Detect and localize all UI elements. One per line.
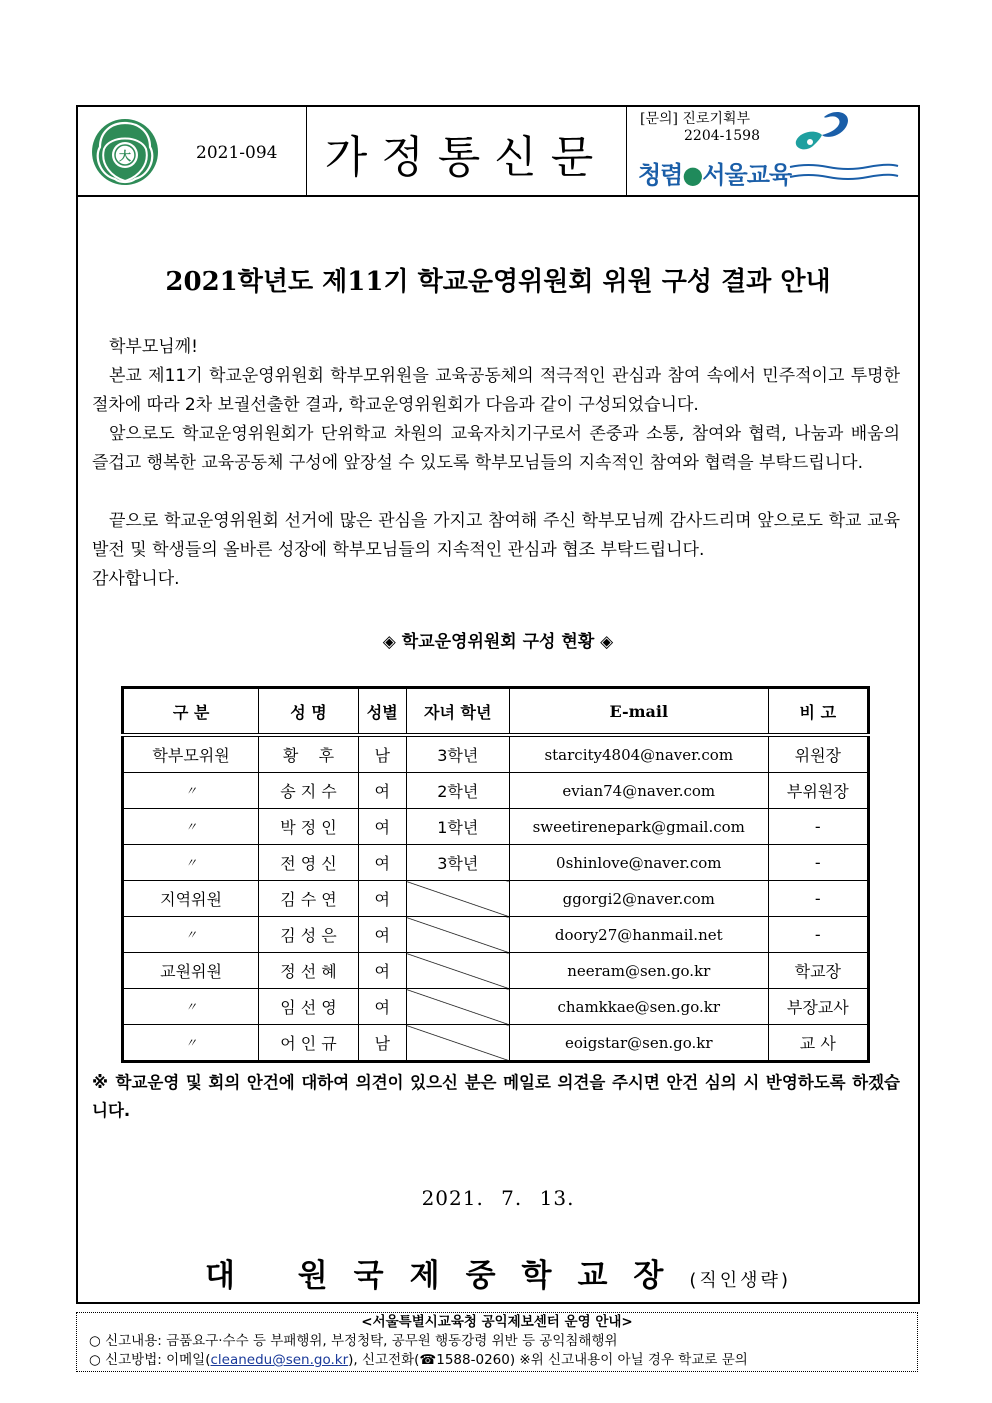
butterfly-logo-icon bbox=[786, 109, 856, 155]
cell-category: 〃 bbox=[123, 773, 259, 809]
cell-remarks: 부위원장 bbox=[768, 773, 868, 809]
cell-gender: 여 bbox=[358, 845, 406, 881]
table-row bbox=[123, 773, 869, 809]
header-remarks: 비 고 bbox=[768, 688, 868, 736]
table-row bbox=[123, 809, 869, 845]
cell-gender: 여 bbox=[358, 809, 406, 845]
table-header-row bbox=[123, 688, 869, 736]
cell-gender: 여 bbox=[358, 881, 406, 917]
cell-email: 0shinlove@naver.com bbox=[509, 845, 768, 881]
cell-email: sweetirenepark@gmail.com bbox=[509, 809, 768, 845]
issue-date: 2021. 7. 13. bbox=[421, 1186, 575, 1210]
cell-remarks: 부장교사 bbox=[768, 989, 868, 1025]
cell-email: chamkkae@sen.go.kr bbox=[509, 989, 768, 1025]
footer-report-method bbox=[77, 1351, 917, 1370]
cell-name: 전 영 신 bbox=[259, 845, 359, 881]
cell-email: doory27@hanmail.net bbox=[509, 917, 768, 953]
cell-category: 〃 bbox=[123, 989, 259, 1025]
cell-remarks: - bbox=[768, 917, 868, 953]
paragraph-3: 끝으로 학교운영위원회 선거에 많은 관심을 가지고 참여해 주신 학부모님께 감사드리며 앞으로도 학교 교육발전 및 학생들의 올바른 성장에 학부모님들의 지속적인 관심과 협조 부탁드립니다. bbox=[92, 511, 900, 560]
cell-category: 지역위원 bbox=[123, 881, 259, 917]
opinion-note: ※ 학교운영 및 회의 안건에 대하여 의견이 있으신 분은 메일로 의견을 주시면 안건 심의 시 반영하도록 하겠습니다. bbox=[92, 1073, 900, 1120]
inquiry-department: [문의] 진로기획부 bbox=[640, 111, 751, 127]
document-type-title: 가정통신문 bbox=[324, 132, 608, 183]
cell-email: starcity4804@naver.com bbox=[509, 735, 768, 773]
report-method-suffix: ), 신고전화(☎1588-0260) ※위 신고내용이 아닐 경우 학교로 문의 bbox=[348, 1352, 748, 1368]
school-principal-name: 대 원국제중학교장 bbox=[205, 1258, 690, 1294]
svg-text:大: 大 bbox=[118, 149, 132, 163]
cell-category: 〃 bbox=[123, 845, 259, 881]
cell-name: 어 인 규 bbox=[259, 1025, 359, 1062]
cell-name: 송 지 수 bbox=[259, 773, 359, 809]
committee-members-table bbox=[121, 686, 870, 1063]
header-number-cell bbox=[78, 107, 307, 195]
cell-remarks: 학교장 bbox=[768, 953, 868, 989]
whistleblower-center-notice bbox=[76, 1312, 918, 1372]
table-row bbox=[123, 917, 869, 953]
cell-email: ggorgi2@naver.com bbox=[509, 881, 768, 917]
paragraph-2: 앞으로도 학교운영위원회가 단위학교 차원의 교육자치기구로서 존중과 소통, 참여와 협력, 나눔과 배움의 즐겁고 행복한 교육공동체 구성에 앞장설 수 있도록 학부모님들의 지속적인 참여와 협력을 부탁드립니다. bbox=[92, 424, 900, 473]
integrity-slogan-logo: 청렴●서울교육 bbox=[638, 161, 792, 189]
header-category: 구 분 bbox=[123, 688, 259, 736]
header-email: E-mail bbox=[509, 688, 768, 736]
cell-email: evian74@naver.com bbox=[509, 773, 768, 809]
cell-name: 황 후 bbox=[259, 735, 359, 773]
seal-omitted: (직인생략) bbox=[689, 1270, 791, 1291]
cell-remarks: - bbox=[768, 845, 868, 881]
greeting: 학부모님께! bbox=[109, 337, 198, 357]
footer-title: <서울특별시교육청 공익제보센터 운영 안내> bbox=[361, 1314, 633, 1330]
cell-email: neeram@sen.go.kr bbox=[509, 953, 768, 989]
cell-child-grade: 1학년 bbox=[406, 809, 509, 845]
cell-child-grade bbox=[406, 953, 509, 989]
table-row bbox=[123, 735, 869, 773]
cell-gender: 남 bbox=[358, 1025, 406, 1062]
cell-category: 〃 bbox=[123, 1025, 259, 1062]
cell-email: eoigstar@sen.go.kr bbox=[509, 1025, 768, 1062]
cell-child-grade: 3학년 bbox=[406, 735, 509, 773]
cell-category: 교원위원 bbox=[123, 953, 259, 989]
report-method-prefix: ○ 신고방법: 이메일( bbox=[89, 1352, 211, 1368]
paragraph-4: 감사합니다. bbox=[92, 569, 180, 589]
table-row bbox=[123, 845, 869, 881]
cell-category: 학부모위원 bbox=[123, 735, 259, 773]
cell-gender: 여 bbox=[358, 989, 406, 1025]
table-row bbox=[123, 1025, 869, 1062]
cell-gender: 여 bbox=[358, 773, 406, 809]
header-contact-cell bbox=[626, 107, 918, 195]
cell-child-grade bbox=[406, 917, 509, 953]
header-child-grade: 자녀 학년 bbox=[406, 688, 509, 736]
principal-signature bbox=[76, 1250, 920, 1295]
cell-child-grade bbox=[406, 881, 509, 917]
cell-child-grade: 2학년 bbox=[406, 773, 509, 809]
cell-remarks: 교 사 bbox=[768, 1025, 868, 1062]
cell-remarks: 위원장 bbox=[768, 735, 868, 773]
header-gender: 성별 bbox=[358, 688, 406, 736]
report-email-link[interactable]: cleanedu@sen.go.kr bbox=[210, 1352, 349, 1368]
paragraph-1: 본교 제11기 학교운영위원회 학부모위원을 교육공동체의 적극적인 관심과 참여 속에서 민주적이고 투명한 절차에 따라 2차 보궐선출한 결과, 학교운영위원회가 다음과 같이 구성되었습니다. bbox=[92, 366, 900, 415]
header-title-cell bbox=[306, 107, 627, 195]
table-row bbox=[123, 881, 869, 917]
section-title: ◈ 학교운영위원회 구성 현황 ◈ bbox=[382, 632, 614, 652]
document-number: 2021-094 bbox=[196, 143, 278, 163]
cell-name: 정 선 혜 bbox=[259, 953, 359, 989]
footer-report-content: ○ 신고내용: 금품요구·수수 등 부패행위, 부정청탁, 공무원 행동강령 위반 등 공익침해행위 bbox=[89, 1333, 618, 1349]
cell-child-grade bbox=[406, 1025, 509, 1062]
cell-child-grade bbox=[406, 989, 509, 1025]
table-row bbox=[123, 953, 869, 989]
cell-remarks: - bbox=[768, 809, 868, 845]
cell-name: 김 성 은 bbox=[259, 917, 359, 953]
document-header bbox=[76, 105, 920, 197]
cell-remarks: - bbox=[768, 881, 868, 917]
header-name: 성 명 bbox=[259, 688, 359, 736]
inquiry-phone: 2204-1598 bbox=[684, 128, 760, 144]
cell-name: 김 수 연 bbox=[259, 881, 359, 917]
cell-gender: 남 bbox=[358, 735, 406, 773]
notice-title: 2021학년도 제11기 학교운영위원회 위원 구성 결과 안내 bbox=[165, 267, 831, 297]
school-emblem-icon bbox=[90, 117, 160, 187]
cell-category: 〃 bbox=[123, 917, 259, 953]
slogan-script-icon bbox=[788, 161, 900, 183]
cell-gender: 여 bbox=[358, 917, 406, 953]
cell-name: 박 정 인 bbox=[259, 809, 359, 845]
cell-child-grade: 3학년 bbox=[406, 845, 509, 881]
cell-category: 〃 bbox=[123, 809, 259, 845]
table-row bbox=[123, 989, 869, 1025]
cell-name: 임 선 영 bbox=[259, 989, 359, 1025]
inquiry-info bbox=[640, 111, 760, 145]
cell-gender: 여 bbox=[358, 953, 406, 989]
